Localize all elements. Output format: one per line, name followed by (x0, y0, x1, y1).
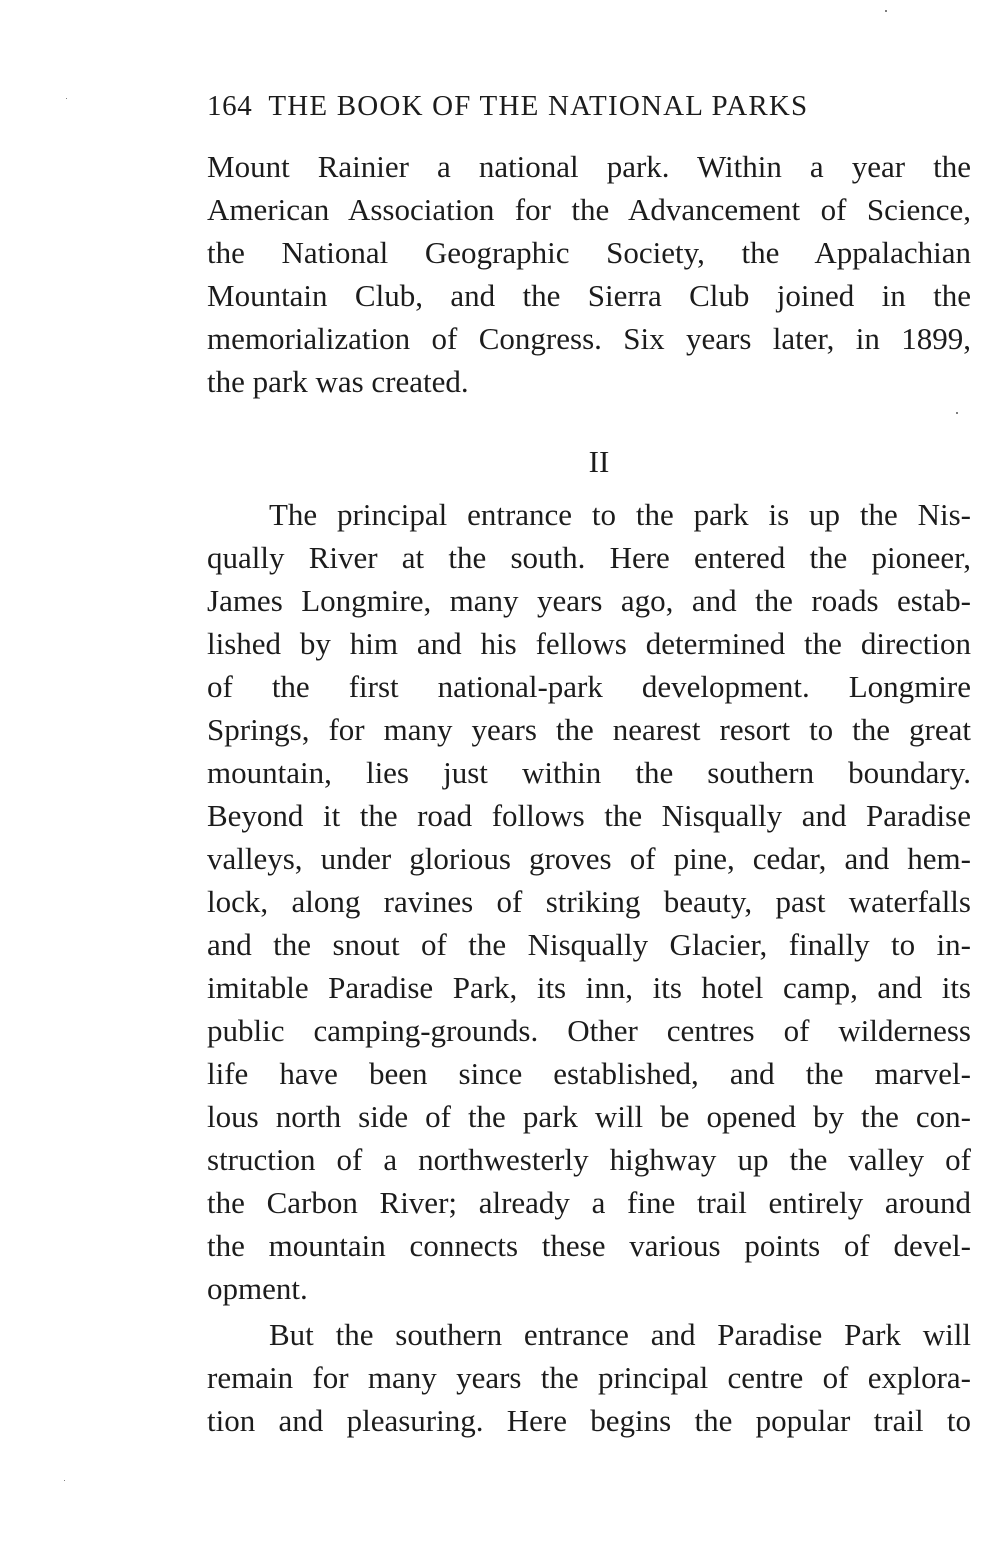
text-line: valleys, under glorious groves of pine, cedar, and hem- (207, 841, 971, 876)
text-line: But the southern entrance and Paradise Park will (269, 1317, 971, 1352)
text-line: lished by him and his fellows determined the direction (207, 626, 971, 661)
text-line: lock, along ravines of striking beauty, past waterfalls (207, 884, 971, 919)
text-line: Mountain Club, and the Sierra Club joined in the (207, 278, 971, 313)
text-line: and the snout of the Nisqually Glacier, finally to in- (207, 927, 971, 962)
text-line: remain for many years the principal centre of explora- (207, 1360, 971, 1395)
scan-speck (956, 412, 958, 414)
text-line: the Carbon River; already a fine trail entirely around (207, 1185, 971, 1220)
section-heading: II (588, 444, 610, 479)
text-line: struction of a northwesterly highway up the valley of (207, 1142, 971, 1177)
text-line: Springs, for many years the nearest resort to the great (207, 712, 971, 747)
scan-speck (66, 98, 67, 99)
text-line: the mountain connects these various points of devel- (207, 1228, 971, 1263)
text-line: qually River at the south. Here entered the pioneer, (207, 540, 971, 575)
text-line: imitable Paradise Park, its inn, its hotel camp, and its (207, 970, 971, 1005)
scan-speck (885, 10, 887, 12)
scan-speck (64, 1480, 65, 1481)
text-line: American Association for the Advancement of Science, (207, 192, 971, 227)
text-line: lous north side of the park will be opened by the con- (207, 1099, 971, 1134)
text-line: the park was created. (207, 364, 469, 399)
text-line: mountain, lies just within the southern boundary. (207, 755, 971, 790)
page-number: 164 (207, 90, 253, 122)
text-line: tion and pleasuring. Here begins the popular trail to (207, 1403, 971, 1438)
book-page (207, 0, 971, 1560)
text-line: Beyond it the road follows the Nisqually and Paradise (207, 798, 971, 833)
book-title: THE BOOK OF THE NATIONAL PARKS (268, 90, 809, 122)
text-line: Mount Rainier a national park. Within a year the (207, 149, 971, 184)
text-line: James Longmire, many years ago, and the roads estab- (207, 583, 971, 618)
text-line: public camping-grounds. Other centres of wilderness (207, 1013, 971, 1048)
text-line: of the first national-park development. Longmire (207, 669, 971, 704)
text-line: life have been since established, and the marvel- (207, 1056, 971, 1091)
text-line: opment. (207, 1271, 308, 1306)
text-line: memorialization of Congress. Six years later, in 1899, (207, 321, 971, 356)
running-head (207, 86, 971, 126)
text-line: the National Geographic Society, the Appalachian (207, 235, 971, 270)
text-line: The principal entrance to the park is up the Nis- (269, 497, 971, 532)
